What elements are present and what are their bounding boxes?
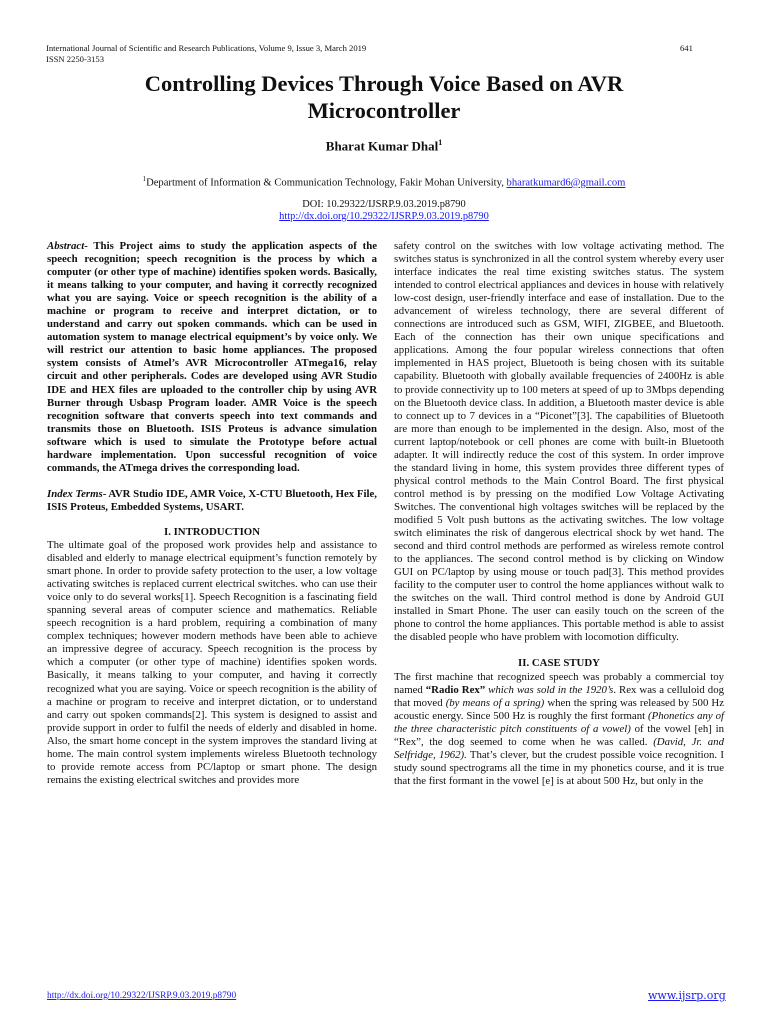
right-column xyxy=(394,240,724,788)
affiliation xyxy=(40,175,728,189)
journal-name: International Journal of Scientific and Research Publications, Volume 9, Issue 3, March 2019 xyxy=(46,43,367,53)
affiliation-sup: 1 xyxy=(142,175,147,183)
abstract-text: This Project aims to study the application aspects of the speech recognition; speech recognition is the process by which a computer (or other type of machine) identifies spoken words. Basically, it means talking to your computer, and having it correctly recognized what you are saying. Voice or speech recognition is the ability of a machine or program to receive and interpret dictation, or to understand and carry out spoken commands. which can be used in automation system to manage electrical equipment’s by voice only. We will restrict our attention to basic home appliances. The proposed system consists of Atmel’s AVR Microcontroller ATmega16, relay circuit and other peripherals. Codes are developed using AVR Studio IDE and HEX files are uploaded to the controller chip by using AVR Burner through Usbasp Program loader. AMR Voice is the speech recognition software that converts speech into text commands and transmits those on Bluetooth. ISIS Proteus is advance simulation software which is used to simulate the Prototype before actual hardware implementation. Upon successful recognition of voice commands, the ATmega drives the corresponding load. xyxy=(47,240,377,474)
paper-title xyxy=(40,70,728,124)
doi-block xyxy=(40,199,728,223)
affiliation-text: Department of Information & Communication Technology, Fakir Mohan University, xyxy=(146,177,507,189)
footer-doi xyxy=(47,991,236,1001)
footer-site xyxy=(648,989,726,1002)
title-line-1: Controlling Devices Through Voice Based on AVR xyxy=(144,71,624,96)
left-column xyxy=(47,240,377,787)
author-name: Bharat Kumar Dhal xyxy=(325,138,439,154)
page-number: 641 xyxy=(680,43,693,53)
title-line-2: Microcontroller xyxy=(307,98,461,123)
index-terms-label: Index Terms xyxy=(47,487,103,500)
issn: ISSN 2250-3153 xyxy=(46,54,105,64)
doi-link[interactable]: http://dx.doi.org/10.29322/IJSRP.9.03.2019.p8790 xyxy=(279,211,489,222)
running-header xyxy=(46,43,366,65)
author xyxy=(40,138,728,154)
col2-text: safety control on the switches with low voltage activating method. The switches status is synchronized in all the control system whereby every user interface indicates the real time existing switches status. The system intended to control electrical appliances and devices in house with relatively low-cost design, user-friendly interface and ease of installation. Due to the advancement of wireless technology, there are several different of connections are introduced such as GSM, WIFI, ZIGBEE, and Bluetooth. Each of the connection has their own unique specifications and applications. Among the four popular wireless connections that often implemented in HAS project, Bluetooth is being chosen with its suitable capability. Bluetooth with globally available frequencies of 2400Hz is able to provide connectivity up to 100 meters at speed of up to 3Mbps depending on the Bluetooth device class. In addition, a Bluetooth master device is able to connect up to 7 devices in a “Piconet”[3]. The capabilities of Bluetooth are more than enough to be implemented in the design. Also, most of the current laptop/notebook or cell phones are come with built-in Bluetooth adapter. It will indirectly reduce the cost of this system. In order improve the standard living in home, this system provides three different types of physical control methods to the Main Control Board. The first physical control method is by pressing on the modified Low Voltage Activating Switches. The conventional high voltages switches will be replaced by the modified 5 Volt push buttons as the activating switches. The low voltage switch eliminates the risk of dangerous electrical shock by wet hand. The second and third control methods are performed as wireless remote control to the appliances. The second control method is by clicking on Window GUI on PC/laptop by using mouse or touch pad[3]. This method provides facility to the computer user to control the home appliances without walk to the switches on the wall. Third control method is done by Android GUI installed in Smart Phone. The user can easily touch on the screen of the phone to control the home appliances. This portable method is able to assist the disabled people who have problem with locomotion difficulty. xyxy=(394,240,724,644)
index-terms: Index Terms- AVR Studio IDE, AMR Voice, X-CTU Bluetooth, Hex File, ISIS Proteus, Embedded Systems, USART. xyxy=(47,487,377,513)
abstract: Abstract- This Project aims to study the application aspects of the speech recognition; speech recognition is the process by which a computer (or other type of machine) identifies spoken words. Basically, it means talking to your computer, and having it correctly recognized what you are saying. Voice or speech recognition is the ability of a machine or program to receive and interpret dictation, or to understand and carry out spoken commands. which can be used in automation system to manage electrical equipment’s by voice only. We will restrict our attention to basic home appliances. The proposed system consists of Atmel’s AVR Microcontroller ATmega16, relay circuit and other peripherals. Codes are developed using AVR Studio IDE and HEX files are uploaded to the controller chip by using AVR Burner through Usbasp Program loader. AMR Voice is the speech recognition software that converts speech into text commands and transmits those on Bluetooth. ISIS Proteus is advance simulation software which is used to simulate the Prototype before actual hardware implementation. Upon successful recognition of voice commands, the ATmega drives the corresponding load. xyxy=(47,240,377,474)
site-link[interactable]: www.ijsrp.org xyxy=(648,989,726,1002)
intro-text: The ultimate goal of the proposed work provides help and assistance to disabled and elderly to manage electrical equipment’s function remotely by smart phone. In order to provide safety protection to the user, a low voltage activating switches is replaced current electrical switches. who can use their voice only to do several works[1]. Speech Recognition is a fascinating field spanning several areas of computer science and mathematics. Reliable speech recognition is a hard problem, requiring a combination of many complex techniques; however modern methods have been able to achieve an impressive degree of accuracy. Speech recognition is the process by which a computer (or other type of machine) identifies spoken words. Basically, it means talking to your computer, and having it correctly recognized what you are saying. Voice or speech recognition is the ability of a machine or program to receive and interpret dictation, or to understand and carry out spoken commands[2]. This system is designed to assist and provide support in order to fulfil the needs of elderly and disabled in home. Also, the smart home concept in the system improves the standard living at home. The main control system implements wireless Bluetooth technology to provide remote access from PC/laptop or smart phone. The design remains the existing electrical switches and provides more xyxy=(47,538,377,786)
email-link[interactable]: bharatkumard6@gmail.com xyxy=(506,177,626,189)
abstract-label: Abstract xyxy=(47,240,85,252)
case-study-heading: II. CASE STUDY xyxy=(518,657,600,670)
doi-text: DOI: 10.29322/IJSRP.9.03.2019.p8790 xyxy=(302,199,466,210)
author-sup: 1 xyxy=(438,138,443,147)
intro-heading: I. INTRODUCTION xyxy=(164,525,260,538)
index-terms-text: AVR Studio IDE, AMR Voice, X-CTU Bluetooth, Hex File, ISIS Proteus, Embedded Systems, USART. xyxy=(47,487,377,513)
case-study-text: The first machine that recognized speech was probably a commercial toy named “Radio Rex” which was sold in the 1920’s. Rex was a celluloid dog that moved (by means of a spring) when the spring was released by 500 Hz acoustic energy. Since 500 Hz is roughly the first formant (Phonetics any of the three characteristic pitch constituents of a vowel) of the vowel [eh] in “Rex”, the dog seemed to come when he was called. (David, Jr. and Selfridge, 1962). That’s clever, but the crudest possible voice recognition. I study sound spectrograms all the time in my phonetics course, and it is true that the first formant in the vowel [e] is at about 500 Hz, but only in the xyxy=(394,670,724,787)
footer-doi-link[interactable]: http://dx.doi.org/10.29322/IJSRP.9.03.2019.p8790 xyxy=(47,991,237,1001)
